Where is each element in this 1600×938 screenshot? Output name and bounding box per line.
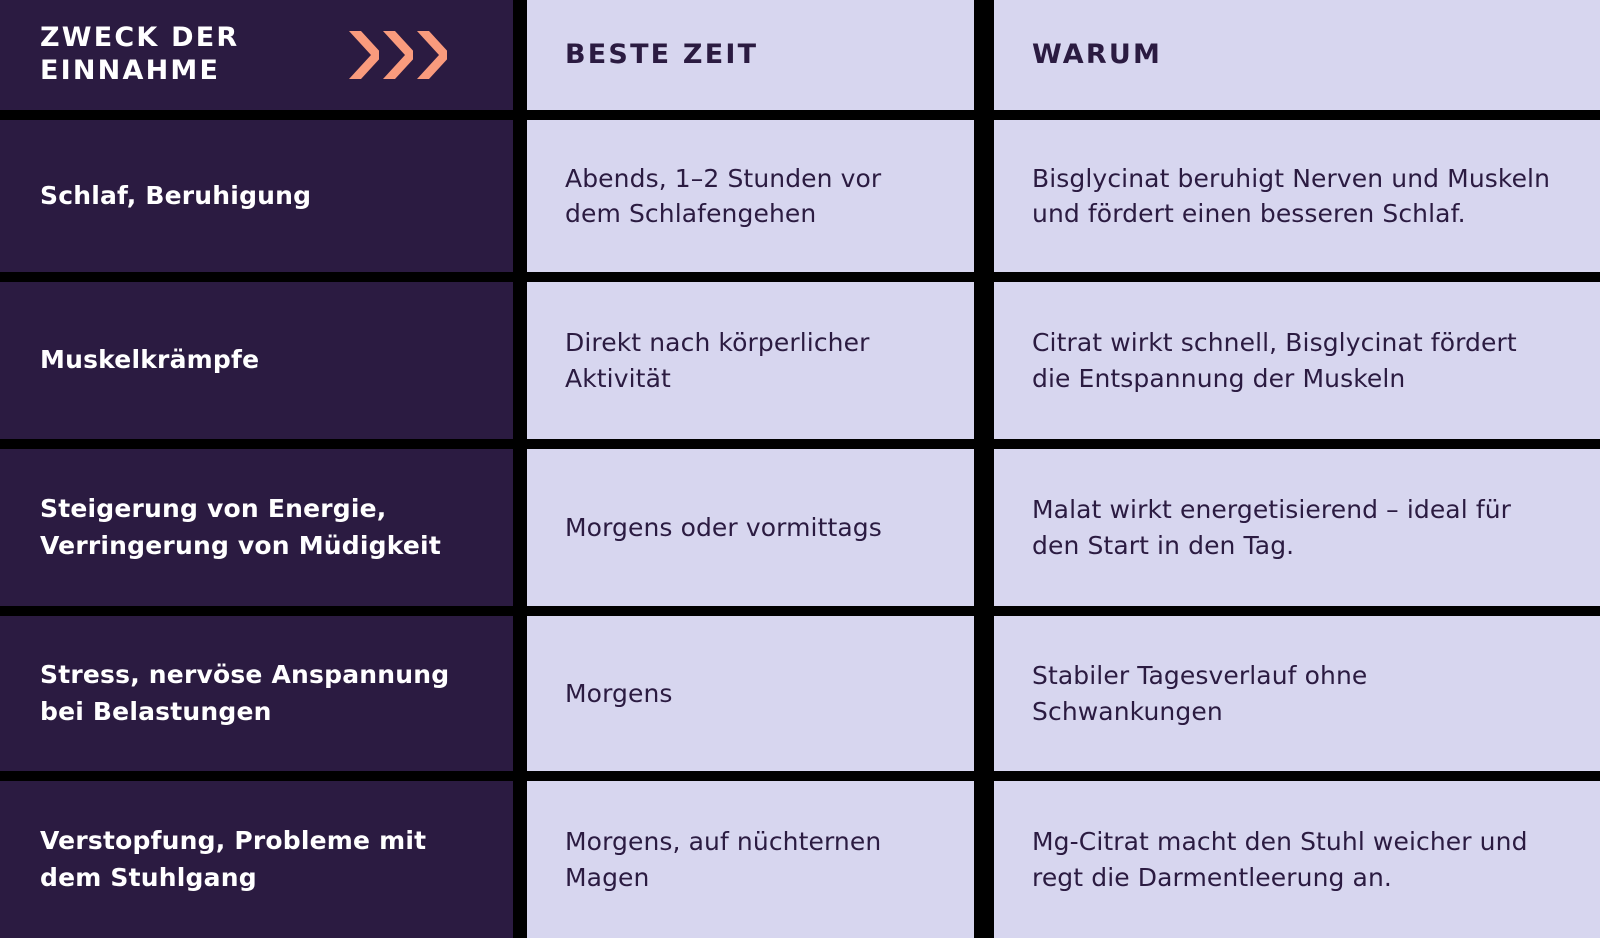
cell-time: Morgens, auf nüchternen Magen [565, 827, 882, 892]
table-header-purpose [0, 0, 513, 110]
chevron-right-icon [345, 27, 379, 83]
table-row [0, 120, 513, 272]
cell-why: Malat wirkt energetisierend – ideal für den Start in den Tag. [1032, 495, 1512, 560]
cell-why: Bisglycinat beruhigt Nerven und Muskeln und fördert einen besseren Schlaf. [1032, 163, 1551, 228]
chevron-group [345, 27, 447, 83]
table-row [0, 781, 513, 938]
cell-why: Mg-Citrat macht den Stuhl weicher und regt die Darmentleerung an. [1032, 827, 1528, 892]
cell-time: Morgens oder vormittags [565, 512, 882, 542]
cell-time: Abends, 1–2 Stunden vor dem Schlafengehen [565, 163, 882, 228]
table-row [527, 616, 974, 771]
header-time-label: BESTE ZEIT [565, 38, 759, 70]
header-why-label: WARUM [1032, 38, 1163, 70]
table-row [0, 282, 513, 439]
cell-why: Citrat wirkt schnell, Bisglycinat fördert die Entspannung der Muskeln [1032, 328, 1517, 393]
header-purpose-line1: ZWECK DER [40, 22, 240, 54]
header-purpose-line2: EINNAHME [40, 55, 221, 86]
cell-purpose: Schlaf, Beruhigung [40, 180, 312, 210]
table-row [527, 781, 974, 938]
cell-time: Morgens [565, 678, 673, 708]
table-row [994, 781, 1600, 938]
table-row [994, 449, 1600, 606]
cell-purpose: Stress, nervöse Anspannung bei Belastungen [40, 660, 450, 726]
cell-purpose: Verstopfung, Probleme mit dem Stuhlgang [40, 826, 427, 892]
table-header-why [994, 0, 1600, 110]
cell-purpose: Steigerung von Energie, Verringerung von Müdigkeit [40, 494, 441, 560]
table-row [527, 282, 974, 439]
cell-purpose: Muskelkrämpfe [40, 345, 260, 375]
cell-time: Direkt nach körperlicher Aktivität [565, 328, 870, 393]
table-row [527, 120, 974, 272]
header-purpose-label [40, 22, 239, 88]
chevron-right-icon [413, 27, 447, 83]
table-row [0, 449, 513, 606]
table-header-time [527, 0, 974, 110]
table-row [994, 616, 1600, 771]
table-row [527, 449, 974, 606]
table-row [994, 282, 1600, 439]
table-row [0, 616, 513, 771]
chevron-right-icon [379, 27, 413, 83]
table-row [994, 120, 1600, 272]
cell-why: Stabiler Tagesverlauf ohne Schwankungen [1032, 661, 1368, 726]
